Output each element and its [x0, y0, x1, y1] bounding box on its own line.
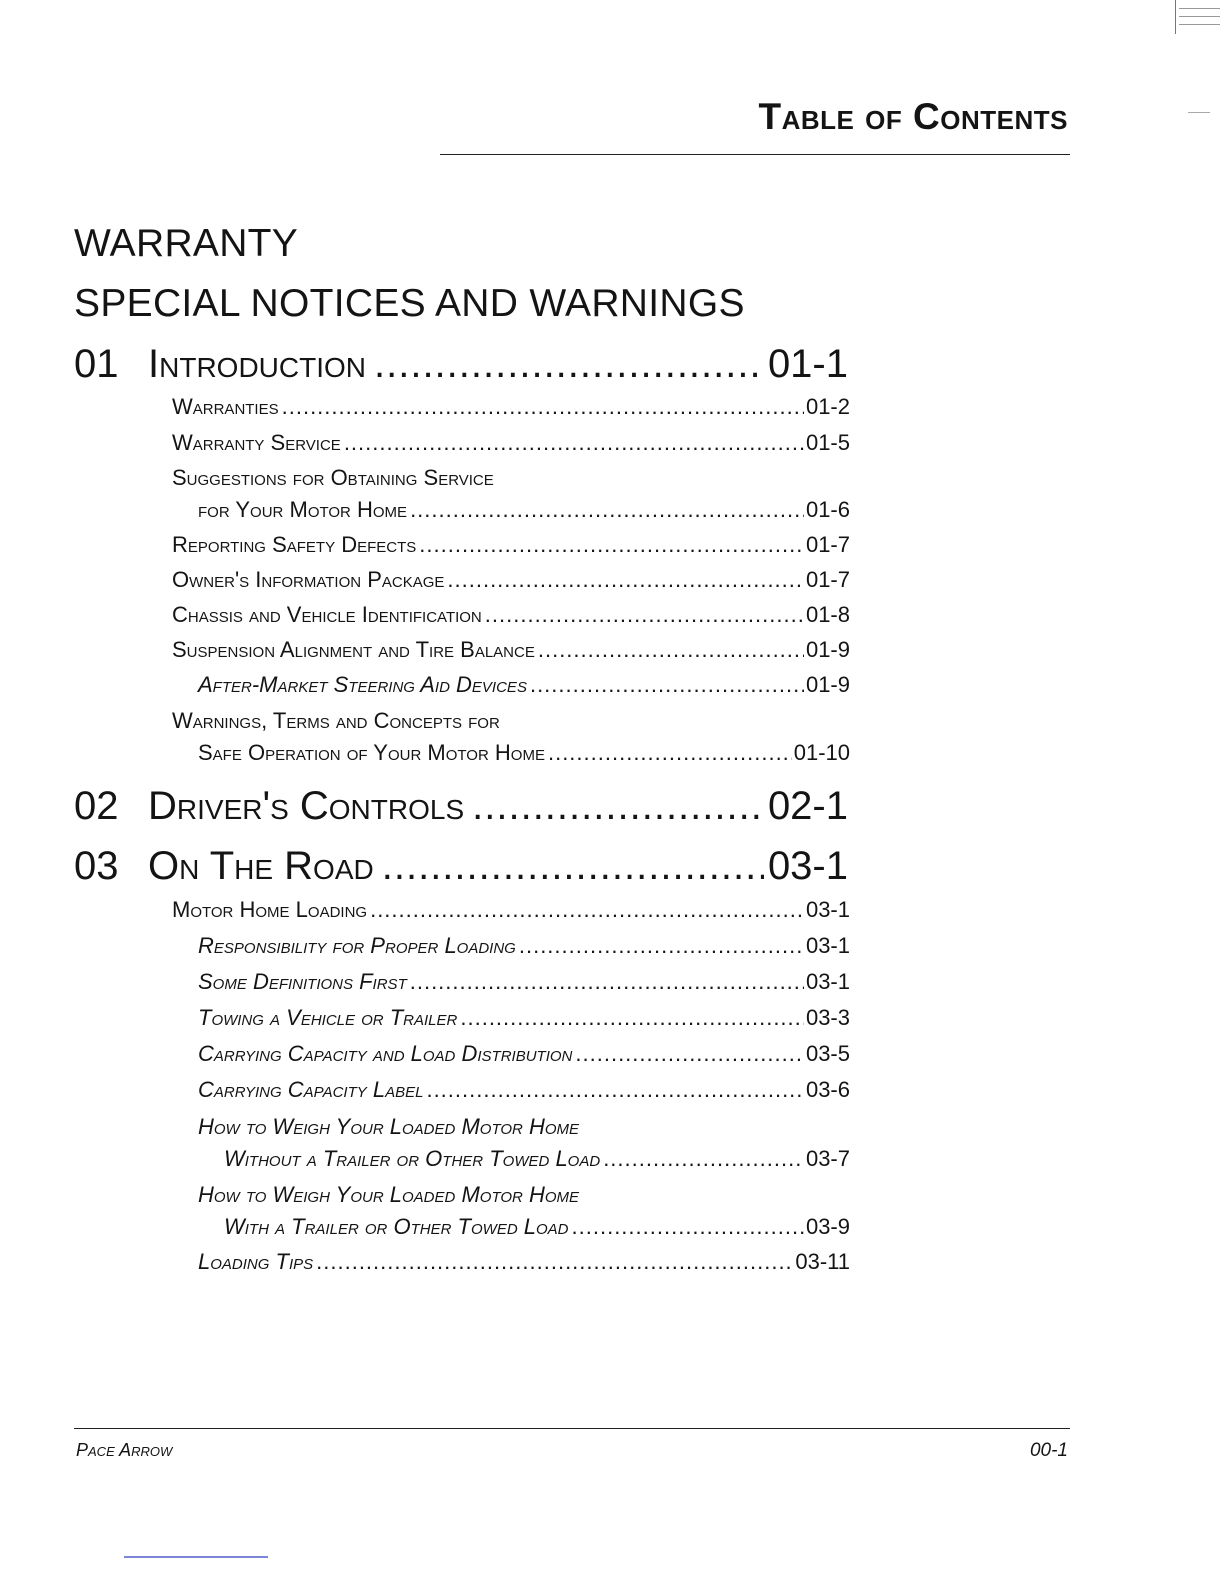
dot-leader: [472, 784, 764, 829]
entry-title: Safe Operation of Your Motor Home: [198, 740, 545, 765]
entry-title: Towing a Vehicle or Trailer: [198, 1005, 458, 1030]
toc-chapter-03[interactable]: [74, 844, 848, 889]
toc-entry[interactable]: [172, 532, 850, 558]
dot-leader: [370, 897, 804, 923]
chapter-title: Introduction: [148, 342, 366, 386]
entry-title: Warranty Service: [172, 430, 341, 455]
toc-entry[interactable]: [172, 394, 850, 420]
page-title: Table of Contents: [758, 96, 1068, 137]
toc-entry[interactable]: [172, 897, 850, 923]
entry-title: Warranties: [172, 394, 279, 419]
toc-entry[interactable]: [198, 740, 850, 766]
entry-page: 03-5: [805, 1041, 850, 1066]
entry-page: 03-1: [805, 897, 850, 922]
toc-entry[interactable]: [198, 969, 850, 995]
entry-title: After-Market Steering Aid Devices: [198, 672, 527, 697]
entry-title: Motor Home Loading: [172, 897, 368, 922]
title-divider: [440, 154, 1070, 155]
entry-page: 01-6: [805, 497, 850, 522]
toc-entry[interactable]: [198, 1041, 850, 1067]
entry-page: 03-6: [805, 1077, 850, 1102]
entry-title: Suspension Alignment and Tire Balance: [172, 637, 535, 662]
toc-entry[interactable]: [172, 602, 850, 628]
entry-title: Some Definitions First: [198, 969, 407, 994]
entry-page: 01-10: [793, 740, 850, 765]
entry-title-line1[interactable]: Warnings, Terms and Concepts for: [172, 708, 500, 733]
dot-leader: [410, 497, 804, 523]
toc-entry[interactable]: [224, 1146, 850, 1172]
dot-leader: [382, 844, 764, 889]
toc-chapter-01[interactable]: [74, 342, 848, 387]
scan-underline-mark: [124, 1556, 268, 1558]
chapter-number: 01: [74, 342, 119, 386]
dot-leader: [575, 1041, 804, 1067]
entry-page: 03-9: [805, 1214, 850, 1239]
dot-leader: [426, 1077, 804, 1103]
entry-title: Responsibility for Proper Loading: [198, 933, 516, 958]
toc-chapter-02[interactable]: [74, 784, 848, 829]
dot-leader: [538, 637, 804, 663]
section-special-notices[interactable]: SPECIAL NOTICES AND WARNINGS: [74, 282, 745, 325]
entry-page: 03-11: [795, 1249, 850, 1274]
dot-leader: [374, 342, 764, 387]
chapter-number: 03: [74, 844, 119, 888]
entry-title: Owner's Information Package: [172, 567, 445, 592]
dot-leader: [316, 1249, 793, 1275]
corner-line: [1179, 16, 1220, 17]
chapter-title: Driver's Controls: [148, 784, 465, 828]
dot-leader: [485, 602, 804, 628]
toc-entry[interactable]: [172, 430, 850, 456]
scan-tick-mark: [1188, 112, 1210, 113]
entry-title: With a Trailer or Other Towed Load: [224, 1214, 569, 1239]
entry-page: 03-1: [805, 969, 850, 994]
toc-entry[interactable]: [198, 933, 850, 959]
chapter-number: 02: [74, 784, 119, 828]
entry-title: for Your Motor Home: [198, 497, 408, 522]
entry-page: 03-7: [805, 1146, 850, 1171]
dot-leader: [419, 532, 804, 558]
entry-page: 01-7: [805, 567, 850, 592]
dot-leader: [282, 394, 804, 420]
toc-entry[interactable]: [198, 497, 850, 523]
entry-page: 01-2: [805, 394, 850, 419]
entry-page: 03-1: [805, 933, 850, 958]
dot-leader: [460, 1005, 804, 1031]
section-warranty[interactable]: WARRANTY: [74, 222, 299, 265]
toc-entry[interactable]: [198, 1005, 850, 1031]
chapter-page: 02-1: [767, 784, 848, 828]
chapter-page: 01-1: [767, 342, 848, 386]
chapter-page: 03-1: [767, 844, 848, 888]
entry-title-line1[interactable]: How to Weigh Your Loaded Motor Home: [198, 1182, 580, 1207]
toc-entry[interactable]: [172, 567, 850, 593]
dot-leader: [447, 567, 804, 593]
entry-title: Loading Tips: [198, 1249, 314, 1274]
footer-divider: [74, 1428, 1070, 1429]
footer-product-name: Pace Arrow: [76, 1440, 173, 1460]
entry-title: Carrying Capacity Label: [198, 1077, 424, 1102]
entry-page: 03-3: [805, 1005, 850, 1030]
entry-title: Reporting Safety Defects: [172, 532, 417, 557]
entry-title: Carrying Capacity and Load Distribution: [198, 1041, 573, 1066]
entry-title: Chassis and Vehicle Identification: [172, 602, 482, 627]
entry-page: 01-5: [805, 430, 850, 455]
dot-leader: [548, 740, 792, 766]
toc-entry[interactable]: [172, 637, 850, 663]
footer-page-number: 00-1: [1029, 1440, 1068, 1461]
dot-leader: [603, 1146, 804, 1172]
chapter-title: On The Road: [148, 844, 374, 888]
dot-leader: [572, 1214, 804, 1240]
toc-entry[interactable]: [198, 672, 850, 698]
entry-page: 01-7: [805, 532, 850, 557]
entry-title-line1[interactable]: How to Weigh Your Loaded Motor Home: [198, 1114, 580, 1139]
toc-entry[interactable]: [198, 1249, 850, 1275]
entry-title: Without a Trailer or Other Towed Load: [224, 1146, 601, 1171]
corner-line: [1179, 24, 1220, 25]
scan-corner-mark: [1175, 0, 1224, 34]
entry-title-line1[interactable]: Suggestions for Obtaining Service: [172, 465, 494, 490]
dot-leader: [410, 969, 804, 995]
corner-line: [1179, 8, 1220, 9]
dot-leader: [519, 933, 804, 959]
dot-leader: [344, 430, 804, 456]
toc-entry[interactable]: [224, 1214, 850, 1240]
toc-entry[interactable]: [198, 1077, 850, 1103]
entry-page: 01-9: [805, 672, 850, 697]
entry-page: 01-8: [805, 602, 850, 627]
dot-leader: [530, 672, 804, 698]
entry-page: 01-9: [805, 637, 850, 662]
